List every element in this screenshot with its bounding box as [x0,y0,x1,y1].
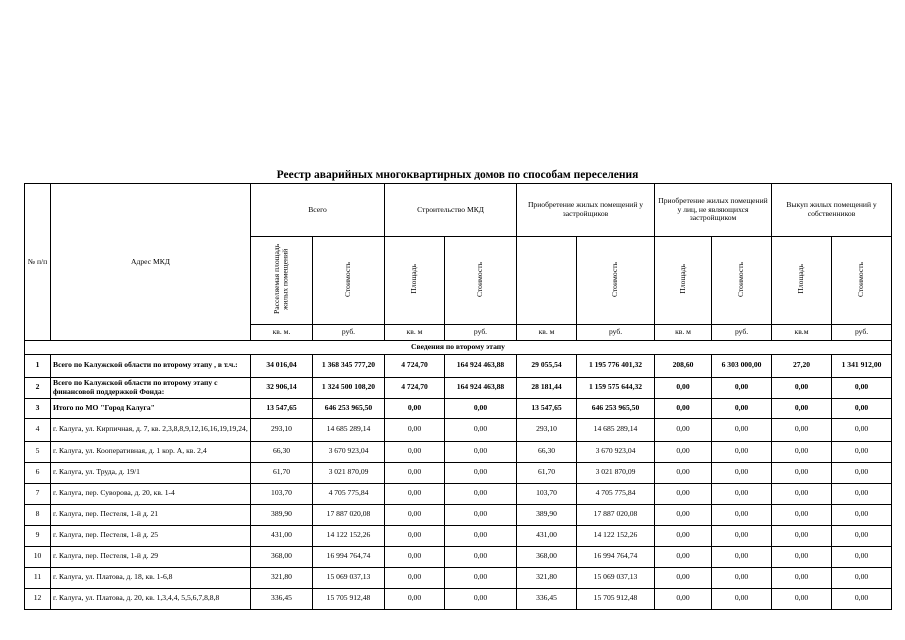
row-value: 1 341 912,00 [832,354,892,377]
row-value: 6 303 000,00 [712,354,772,377]
row-value: 0,00 [832,567,892,588]
row-value: 0,00 [445,546,517,567]
row-value: 431,00 [517,525,577,546]
header-sub-0 [251,237,313,325]
row-value: 0,00 [832,418,892,441]
header-sub-label: Площадь [677,264,687,294]
row-value: 17 887 020,08 [577,504,655,525]
row-value: 0,00 [772,483,832,504]
header-unit-8: кв.м [772,324,832,340]
row-value: 3 021 870,09 [313,462,385,483]
row-value: 0,00 [712,504,772,525]
header-unit-1: руб. [313,324,385,340]
row-value: 34 016,04 [251,354,313,377]
row-value: 431,00 [251,525,313,546]
row-value: 0,00 [832,588,892,609]
row-address: Всего по Калужской области по второму этапу с финансовой поддержкой Фонда: [51,377,251,398]
row-number: 8 [25,504,51,525]
row-number: 12 [25,588,51,609]
row-value: 0,00 [772,588,832,609]
row-value: 4 724,70 [385,354,445,377]
row-value: 321,80 [251,567,313,588]
table-row [25,418,892,441]
row-value: 0,00 [832,546,892,567]
row-value: 0,00 [385,418,445,441]
row-value: 336,45 [517,588,577,609]
row-value: 3 021 870,09 [577,462,655,483]
row-value: 61,70 [517,462,577,483]
table-row [25,525,892,546]
row-value: 17 887 020,08 [313,504,385,525]
row-address: г. Калуга, ул. Кооперативная, д. 1 кор. А, кв. 2,4 [51,441,251,462]
row-value: 0,00 [445,418,517,441]
row-value: 0,00 [712,398,772,418]
row-value: 27,20 [772,354,832,377]
row-value: 66,30 [517,441,577,462]
row-value: 103,70 [517,483,577,504]
header-sub-9 [832,237,892,325]
row-value: 0,00 [772,567,832,588]
row-value: 1 324 500 108,20 [313,377,385,398]
header-num: № п/п [25,184,51,341]
row-value: 4 724,70 [385,377,445,398]
row-value: 293,10 [251,418,313,441]
header-sub-label: Стоимость [343,261,353,297]
row-value: 0,00 [832,441,892,462]
header-sub-6 [655,237,712,325]
header-unit-3: руб. [445,324,517,340]
row-value: 293,10 [517,418,577,441]
row-value: 66,30 [251,441,313,462]
row-value: 16 994 764,74 [577,546,655,567]
header-address: Адрес МКД [51,184,251,341]
row-value: 0,00 [445,504,517,525]
row-value: 0,00 [712,525,772,546]
row-value: 0,00 [445,483,517,504]
row-number: 11 [25,567,51,588]
table-row [25,504,892,525]
row-value: 0,00 [712,588,772,609]
header-group-developer: Приобретение жилых помещений у застройщиков [517,184,655,237]
table-row [25,398,892,418]
row-value: 0,00 [445,525,517,546]
row-number: 7 [25,483,51,504]
row-value: 0,00 [712,462,772,483]
row-value: 0,00 [445,567,517,588]
row-value: 13 547,65 [251,398,313,418]
row-number: 1 [25,354,51,377]
row-value: 4 705 775,84 [577,483,655,504]
table-row [25,462,892,483]
table-row [25,377,892,398]
row-value: 0,00 [832,504,892,525]
section-title: Сведения по второму этапу [25,340,892,354]
row-value: 0,00 [445,462,517,483]
row-value: 0,00 [655,462,712,483]
row-value: 103,70 [251,483,313,504]
row-value: 0,00 [655,546,712,567]
row-value: 13 547,65 [517,398,577,418]
registry-table [24,183,892,610]
row-value: 646 253 965,50 [577,398,655,418]
header-sub-3 [445,237,517,325]
header-sub-8 [772,237,832,325]
header-sub-label: Площадь [409,264,419,294]
row-value: 0,00 [655,418,712,441]
header-sub-label: Стоимость [856,261,866,297]
row-value: 0,00 [385,483,445,504]
row-value: 0,00 [712,567,772,588]
row-value: 15 705 912,48 [313,588,385,609]
row-value: 0,00 [385,441,445,462]
row-value: 14 685 289,14 [577,418,655,441]
row-value: 3 670 923,04 [577,441,655,462]
table-row [25,483,892,504]
row-value: 15 069 037,13 [313,567,385,588]
row-value: 368,00 [517,546,577,567]
row-value: 336,45 [251,588,313,609]
row-value: 0,00 [655,441,712,462]
row-value: 0,00 [712,441,772,462]
table-row [25,567,892,588]
row-value: 0,00 [385,588,445,609]
row-value: 0,00 [385,462,445,483]
header-unit-5: руб. [577,324,655,340]
header-unit-9: руб. [832,324,892,340]
row-value: 1 195 776 401,32 [577,354,655,377]
row-value: 0,00 [832,483,892,504]
header-group-non-developer: Приобретение жилых помещений у лиц, не являющихся застройщиком [655,184,772,237]
row-value: 0,00 [385,398,445,418]
row-value: 14 685 289,14 [313,418,385,441]
header-unit-0: кв. м. [251,324,313,340]
row-value: 0,00 [772,377,832,398]
row-value: 15 069 037,13 [577,567,655,588]
row-number: 6 [25,462,51,483]
row-value: 3 670 923,04 [313,441,385,462]
page-title: Реестр аварийных многоквартирных домов по способам переселения [276,169,639,181]
row-address: Всего по Калужской области по второму этапу , в т.ч.: [51,354,251,377]
header-group-total: Всего [251,184,385,237]
row-value: 0,00 [655,398,712,418]
row-address: Итого по МО "Город Калуга" [51,398,251,418]
row-address: г. Калуга, пер. Пестеля, 1-й д. 25 [51,525,251,546]
row-value: 368,00 [251,546,313,567]
header-sub-label: Стоимость [736,261,746,297]
row-value: 164 924 463,88 [445,377,517,398]
row-value: 29 055,54 [517,354,577,377]
row-number: 2 [25,377,51,398]
row-address: г. Калуга, ул. Платова, д. 20, кв. 1,3,4,4, 5,5,6,7,8,8,8 [51,588,251,609]
row-value: 0,00 [772,418,832,441]
row-value: 389,90 [251,504,313,525]
header-sub-label: Стоимость [475,261,485,297]
row-value: 389,90 [517,504,577,525]
row-value: 0,00 [385,504,445,525]
row-value: 0,00 [445,588,517,609]
row-value: 0,00 [385,567,445,588]
row-value: 0,00 [655,588,712,609]
row-value: 208,60 [655,354,712,377]
row-value: 0,00 [385,546,445,567]
row-value: 164 924 463,88 [445,354,517,377]
row-value: 646 253 965,50 [313,398,385,418]
row-value: 0,00 [655,377,712,398]
row-value: 0,00 [385,525,445,546]
row-address: г. Калуга, ул. Кирпичная, д. 7, кв. 2,3,8,8,9,12,16,16,19,19,24, [51,418,251,441]
row-address: г. Калуга, пер. Пестеля, 1-й д. 21 [51,504,251,525]
row-value: 0,00 [445,398,517,418]
row-value: 0,00 [772,504,832,525]
row-address: г. Калуга, ул. Платова, д. 18, кв. 1-6,8 [51,567,251,588]
row-value: 0,00 [832,377,892,398]
row-number: 3 [25,398,51,418]
row-value: 0,00 [655,525,712,546]
row-value: 0,00 [772,546,832,567]
row-number: 5 [25,441,51,462]
header-unit-2: кв. м [385,324,445,340]
row-address: г. Калуга, пер. Суворова, д. 20, кв. 1-4 [51,483,251,504]
row-value: 61,70 [251,462,313,483]
row-value: 15 705 912,48 [577,588,655,609]
row-value: 0,00 [772,441,832,462]
header-sub-7 [712,237,772,325]
row-address: г. Калуга, пер. Пестеля, 1-й д. 29 [51,546,251,567]
header-unit-7: руб. [712,324,772,340]
row-value: 0,00 [772,462,832,483]
table-row [25,588,892,609]
row-value: 1 368 345 777,20 [313,354,385,377]
row-value: 0,00 [655,567,712,588]
row-value: 0,00 [832,398,892,418]
header-group-construction: Строительство МКД [385,184,517,237]
header-unit-6: кв. м [655,324,712,340]
header-group-buyout: Выкуп жилых помещений у собственников [772,184,892,237]
row-number: 9 [25,525,51,546]
header-unit-4: кв. м [517,324,577,340]
row-value: 0,00 [655,483,712,504]
row-value: 0,00 [712,418,772,441]
header-sub-label: Стоимость [610,261,620,297]
row-value: 1 159 575 644,32 [577,377,655,398]
header-sub-label: Расселяемая площадь жилых помещений [271,243,290,315]
row-value: 0,00 [712,483,772,504]
row-value: 0,00 [712,546,772,567]
row-value: 14 122 152,26 [577,525,655,546]
header-sub-5 [577,237,655,325]
row-address: г. Калуга, ул. Труда, д. 19/1 [51,462,251,483]
header-sub-1 [313,237,385,325]
row-value: 32 906,14 [251,377,313,398]
row-value: 321,80 [517,567,577,588]
row-value: 0,00 [772,525,832,546]
row-value: 28 181,44 [517,377,577,398]
row-value: 0,00 [832,462,892,483]
table-row [25,441,892,462]
header-sub-4 [517,237,577,325]
row-value: 0,00 [832,525,892,546]
row-number: 10 [25,546,51,567]
header-sub-label: Площадь [796,264,806,294]
row-value: 14 122 152,26 [313,525,385,546]
header-sub-2 [385,237,445,325]
table-row [25,546,892,567]
row-value: 0,00 [772,398,832,418]
table-row [25,354,892,377]
row-value: 0,00 [712,377,772,398]
row-value: 0,00 [655,504,712,525]
row-value: 4 705 775,84 [313,483,385,504]
row-value: 0,00 [445,441,517,462]
row-value: 16 994 764,74 [313,546,385,567]
row-number: 4 [25,418,51,441]
